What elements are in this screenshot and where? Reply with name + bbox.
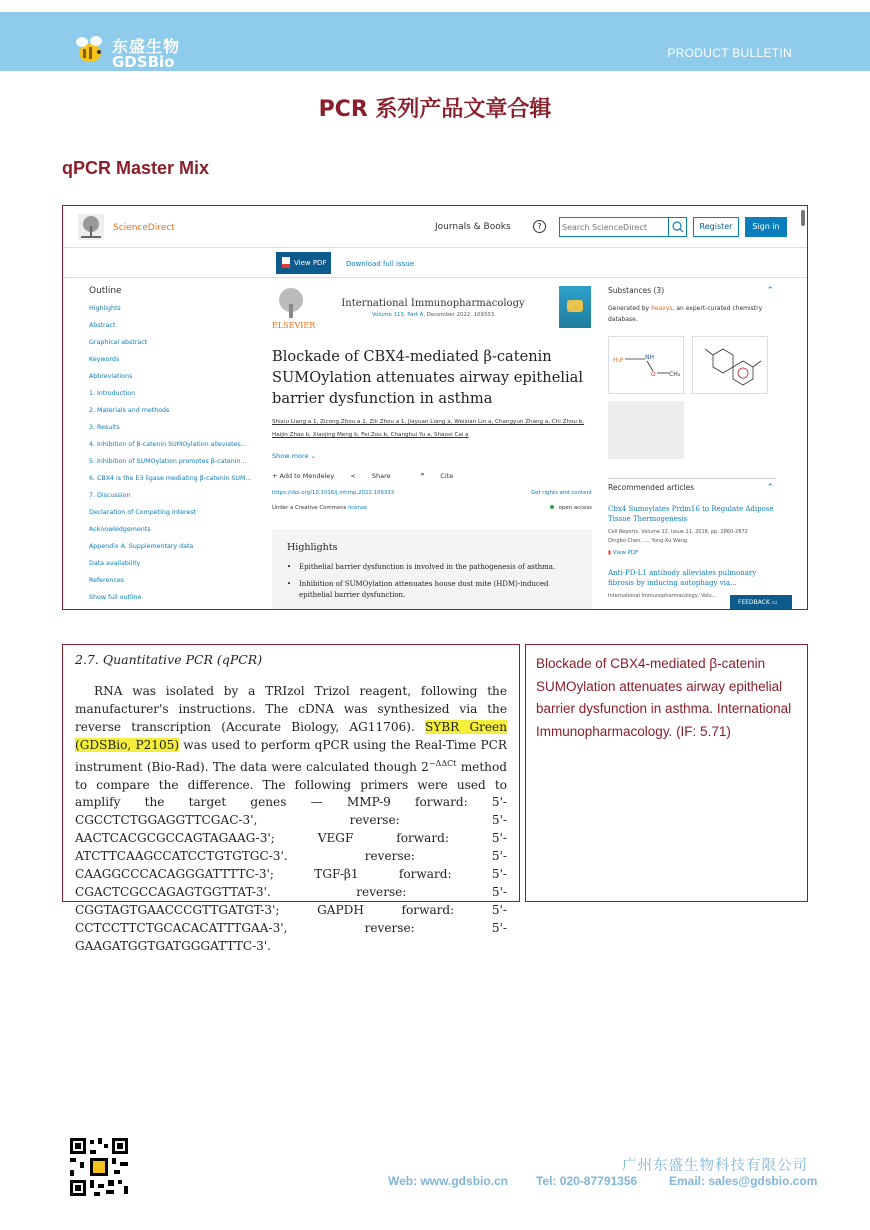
molecule-structure-icon bbox=[609, 337, 685, 395]
register-button[interactable]: Register bbox=[693, 217, 739, 237]
volume-link[interactable]: Volume 113, Part A bbox=[371, 312, 424, 318]
chevron-down-icon: ⌄ bbox=[310, 452, 316, 460]
logo-en-text: GDSBio bbox=[112, 53, 175, 71]
bee-logo-icon bbox=[72, 32, 108, 68]
outline-item[interactable]: Data availability bbox=[89, 560, 141, 567]
telephone: Tel: 020-87791356 bbox=[536, 1174, 638, 1188]
right-sidebar bbox=[608, 286, 776, 599]
product-bulletin-label: PRODUCT BULLETIN bbox=[667, 46, 792, 60]
citation-box bbox=[525, 644, 808, 902]
open-access-label: open access bbox=[558, 505, 592, 511]
recommended-article-authors: Qingbo Chen, ..., Yong-Xu Wang bbox=[608, 538, 688, 544]
outline-item[interactable]: Appendix A. Supplementary data bbox=[89, 543, 194, 550]
outline-item[interactable]: Graphical abstract bbox=[89, 339, 148, 346]
outline-item[interactable]: Abstract bbox=[89, 322, 116, 329]
outline-item[interactable]: 5. Inhibition of SUMOylation promotes β-catenin... bbox=[89, 458, 247, 465]
doi-link[interactable]: https://doi.org/10.1016/j.intimp.2022.109333 bbox=[272, 490, 395, 496]
sciencedirect-screenshot bbox=[62, 205, 808, 610]
scrollbar-thumb[interactable] bbox=[801, 210, 805, 226]
methods-excerpt bbox=[62, 644, 520, 953]
logo-cn-text: 东盛生物 bbox=[112, 37, 181, 56]
license-info bbox=[272, 505, 367, 511]
highlighted-product: SYBR Green (GDSBio, P2105) bbox=[75, 719, 508, 752]
recommended-articles bbox=[608, 478, 776, 600]
outline-item[interactable]: 6. CBX4 is the E3 ligase mediating β-catenin SUM... bbox=[89, 475, 252, 482]
generated-suffix: , an expert-curated chemistry database. bbox=[608, 305, 763, 323]
svg-text:O: O bbox=[651, 371, 656, 378]
share-label: Share bbox=[371, 472, 391, 480]
substance-structure-card[interactable] bbox=[608, 336, 684, 394]
rights-link[interactable]: Get rights and content bbox=[530, 490, 592, 496]
search-button[interactable] bbox=[668, 218, 686, 236]
excerpt-text: method to compare the difference. The following primers were used to amplify the target genes — MMP-9 forward: 5'-CGCCTCTGGAGGTTCGAC-3', reverse: 5'-AACTCACGCGCCAGTAGAAG-3'; VEGF forward: 5'-ATCTTCAAGCCATCCTGTGTGC-3'. reverse: 5'-CAAGGCCCACAGGGATTTTC-3'; TGF-β1 forward: 5'-CGACTCGCCAGAGTGGTTAT-3'. reverse: 5'-CGGTAGTGAACCCGTTGATGT-3'; GAPDH forward: 5'-CCTCCTTCTGCACACATTTGAA-3', reverse: 5'-GAAGATGGTGATGGGATTTC-3'. bbox=[75, 759, 507, 953]
open-access-badge bbox=[550, 505, 592, 511]
search-input[interactable] bbox=[562, 220, 666, 234]
open-access-dot-icon bbox=[550, 505, 554, 509]
sciencedirect-brand-link[interactable]: ScienceDirect bbox=[113, 223, 175, 233]
recommended-article-meta: International Immunopharmacology, Volu... bbox=[608, 593, 717, 599]
feedback-label: FEEDBACK bbox=[738, 599, 770, 606]
header-bar bbox=[0, 12, 870, 71]
recommended-article-meta: Cell Reports, Volume 22, Issue 11, 2018, pp. 2860-2872 bbox=[608, 529, 748, 535]
svg-text:H₂P: H₂P bbox=[613, 357, 624, 364]
cite-label: Cite bbox=[440, 472, 454, 480]
chat-bubble-icon: ▭ bbox=[771, 599, 778, 606]
outline-item[interactable]: 1. Introduction bbox=[89, 390, 136, 397]
sd-toolbar bbox=[63, 248, 807, 278]
excerpt-text: was used to perform qPCR using the Real-Time PCR instrument (Bio-Rad). The data were calculated though 2 bbox=[75, 737, 508, 774]
citation-text: Blockade of CBX4-mediated β-catenin SUMOylation attenuates airway epithelial barrier dysfunction in asthma. International Immunopharmacology. (IF: 5.71) bbox=[536, 656, 792, 739]
recommended-article-title[interactable]: Cbx4 Sumoylates Prdm16 to Regulate Adipose Tissue Thermogenesis bbox=[608, 505, 774, 523]
search-icon bbox=[669, 218, 687, 236]
help-icon[interactable]: ? bbox=[533, 220, 546, 233]
add-to-mendeley-button[interactable]: + Add to Mendeley bbox=[272, 472, 335, 480]
reaxys-link[interactable]: Reaxys bbox=[651, 305, 673, 312]
section-title: qPCR Master Mix bbox=[62, 158, 210, 178]
journals-books-link[interactable]: Journals & Books bbox=[435, 222, 511, 232]
article-title: Blockade of CBX4-mediated β-catenin SUMOylation attenuates airway epithelial barrier dysfunction in asthma bbox=[272, 348, 584, 407]
volume-date: , December 2022, 109333 bbox=[423, 312, 495, 318]
outline-panel bbox=[89, 286, 259, 610]
show-more-button[interactable] bbox=[272, 452, 316, 460]
share-icon: < bbox=[350, 472, 356, 480]
article-actions bbox=[272, 472, 481, 480]
highlight-item: • Inhibition of SUMOylation attenuates house dust mite (HDM)-induced epithelial barrier dysfunction. bbox=[287, 579, 577, 601]
outline-item[interactable]: Declaration of Competing Interest bbox=[89, 509, 197, 516]
highlights-heading: Highlights bbox=[287, 542, 338, 553]
qr-code-icon bbox=[68, 1136, 130, 1198]
outline-heading: Outline bbox=[89, 286, 122, 296]
delta-ct-superscript: −ΔΔCt bbox=[428, 758, 457, 768]
chevron-up-icon[interactable]: ⌃ bbox=[766, 286, 774, 296]
website-link[interactable]: Web: www.gdsbio.cn bbox=[388, 1174, 508, 1188]
email-link[interactable]: Email: sales@gdsbio.com bbox=[669, 1174, 818, 1188]
journal-cover-image[interactable] bbox=[559, 286, 591, 328]
outline-item[interactable]: Keywords bbox=[89, 356, 120, 363]
outline-item[interactable]: Abbreviations bbox=[89, 373, 133, 380]
recommended-article-title[interactable]: Anti-PD-L1 antibody alleviates pulmonary fibrosis by inducing autophagy via... bbox=[608, 569, 757, 587]
elsevier-tree-logo-icon[interactable] bbox=[78, 214, 104, 240]
recommended-view-pdf-link[interactable] bbox=[608, 550, 776, 556]
journal-name-link[interactable]: International Immunopharmacology bbox=[341, 298, 525, 309]
pdf-icon bbox=[282, 257, 290, 268]
svg-text:NH: NH bbox=[645, 354, 654, 361]
pdf-icon: ▮ bbox=[608, 550, 612, 556]
feedback-button[interactable] bbox=[730, 595, 792, 610]
recommended-view-pdf-label: View PDF bbox=[612, 550, 639, 556]
generated-prefix: Generated by bbox=[608, 305, 652, 312]
author-list[interactable]: Shixiu Liang a 1, Zicong Zhou a 1, Zili Zhou a 1, Jiayuan Liang a, Weixian Lin a, Changyun Zhang a, Chi Zhou b, Haijin Zhao b, Xiaojing Meng b, Fei Zou b, Changhui Yu a, Shaoxi Cai a bbox=[272, 419, 585, 438]
molecule-structure-icon bbox=[693, 337, 769, 395]
chevron-up-icon[interactable]: ⌃ bbox=[766, 483, 774, 493]
show-more-label: Show more bbox=[272, 452, 309, 460]
outline-item[interactable]: Acknowledgements bbox=[89, 526, 151, 533]
outline-item[interactable]: 4. Inhibition of β-catenin SUMOylation alleviates... bbox=[89, 441, 247, 448]
license-link[interactable]: license bbox=[348, 505, 367, 511]
outline-item[interactable]: 2. Materials and methods bbox=[89, 407, 170, 414]
company-name: 广州东盛生物科技有限公司 bbox=[622, 1158, 808, 1174]
volume-info bbox=[272, 312, 594, 318]
license-prefix: Under a Creative Commons bbox=[272, 505, 349, 511]
outline-item[interactable]: 3. Results bbox=[89, 424, 120, 431]
excerpt-body bbox=[75, 683, 507, 956]
quote-icon: ❞ bbox=[420, 472, 425, 480]
excerpt-text: RNA was isolated by a TRIzol Trizol reagent, following the manufacturer's instructions. The cDNA was synthesized via the reverse transcription (Accurate Biology, AG11706). bbox=[75, 684, 507, 734]
search-box bbox=[559, 217, 687, 237]
highlight-item: • Epithelial barrier dysfunction is involved in the pathogenesis of asthma. bbox=[287, 562, 577, 573]
outline-item[interactable]: 7. Discussion bbox=[89, 492, 131, 499]
substances-heading[interactable]: Substances (3) bbox=[608, 286, 665, 295]
recommended-heading[interactable]: Recommended articles bbox=[608, 483, 695, 492]
outline-item[interactable]: Highlights bbox=[89, 305, 121, 312]
show-full-outline-link[interactable]: Show full outline bbox=[89, 594, 142, 601]
sign-in-button[interactable]: Sign in bbox=[745, 217, 787, 237]
cite-button[interactable] bbox=[421, 472, 467, 480]
excerpt-heading: 2.7. Quantitative PCR (qPCR) bbox=[75, 652, 263, 667]
reaxys-note bbox=[608, 303, 776, 325]
sd-top-nav bbox=[63, 206, 807, 248]
view-pdf-button[interactable] bbox=[276, 252, 331, 274]
svg-text:CH₃: CH₃ bbox=[669, 371, 681, 378]
share-button[interactable] bbox=[350, 472, 404, 480]
highlights-box bbox=[272, 529, 592, 610]
elsevier-wordmark: ELSEVIER bbox=[272, 321, 316, 330]
outline-item[interactable]: References bbox=[89, 577, 124, 584]
substance-structure-card[interactable] bbox=[692, 336, 768, 394]
substance-placeholder-card[interactable] bbox=[608, 401, 684, 459]
page-title: PCR 系列产品文章合辑 bbox=[318, 97, 552, 122]
download-full-issue-link[interactable]: Download full issue bbox=[346, 260, 415, 268]
view-pdf-label: View PDF bbox=[294, 259, 327, 267]
